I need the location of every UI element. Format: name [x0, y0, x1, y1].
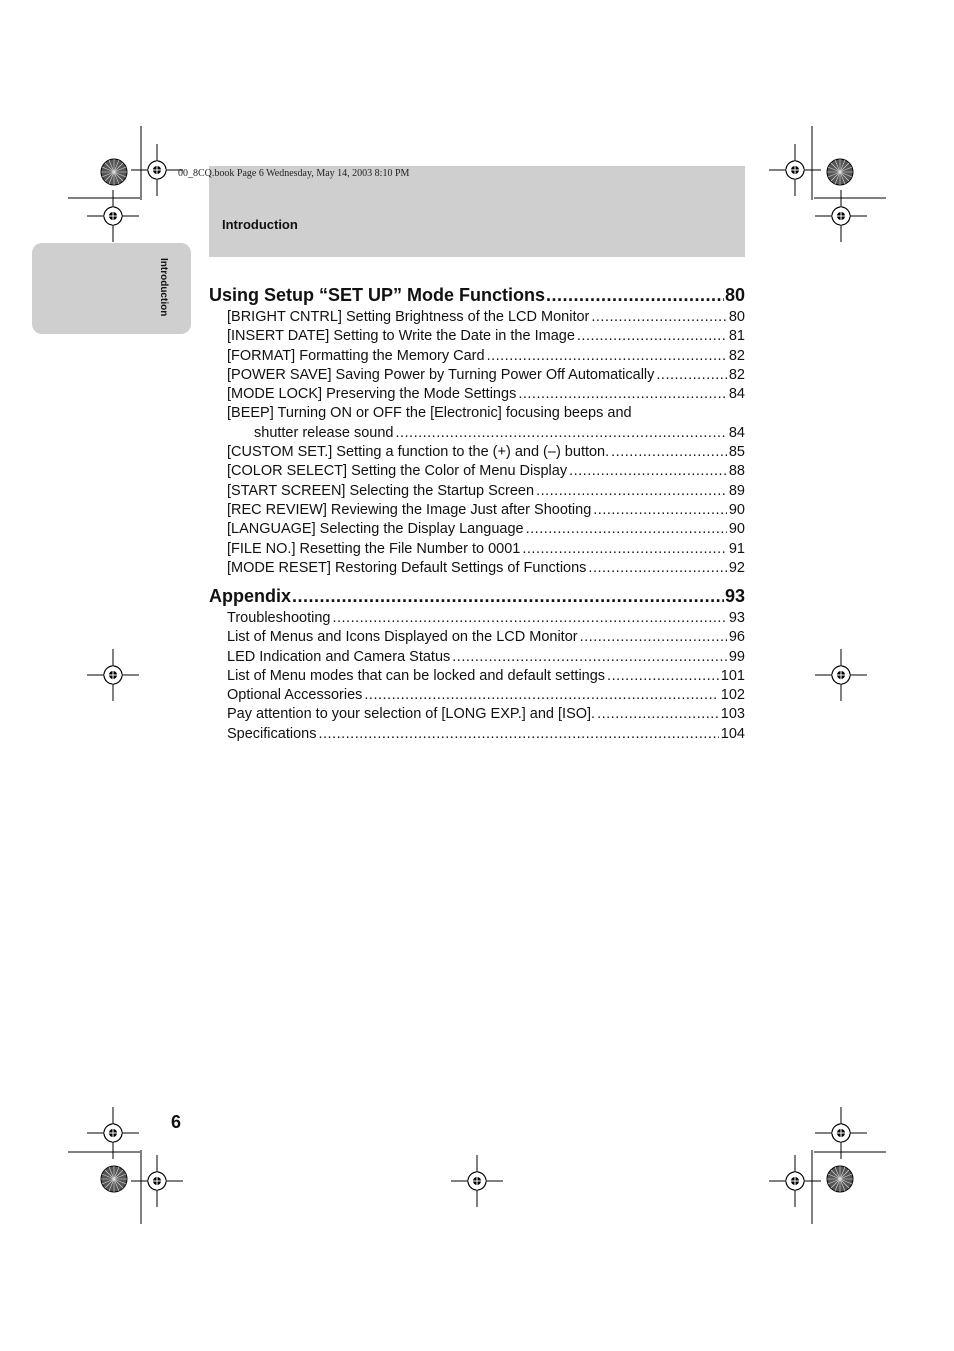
toc-item-page: 85: [728, 444, 745, 461]
toc-item-text: [COLOR SELECT] Setting the Color of Menu Display: [227, 463, 568, 480]
toc-item-page: 88: [728, 463, 745, 480]
crosshair-icon: [769, 1155, 821, 1207]
page-number: 6: [171, 1112, 182, 1132]
toc-item-text: [LANGUAGE] Selecting the Display Language: [227, 521, 524, 538]
toc-item-page: 84: [728, 424, 745, 441]
toc-item-page: 81: [728, 328, 745, 345]
file-info: 00_8CQ.book Page 6 Wednesday, May 14, 2003 8:10 PM: [178, 168, 410, 179]
registration-star-icon: [101, 159, 127, 185]
toc-item-text: [MODE LOCK] Preserving the Mode Settings: [227, 386, 517, 403]
registration-star-icon: [101, 1166, 127, 1192]
toc-item-page: 89: [728, 482, 745, 499]
section-title: Appendix: [209, 586, 292, 606]
crosshair-icon: [87, 649, 139, 701]
toc-item-text: Specifications: [227, 725, 317, 742]
toc-item-page: 80: [728, 309, 745, 325]
toc-item-page: 82: [728, 347, 745, 364]
header-section-title: Introduction: [222, 217, 298, 232]
toc-item-text: [POWER SAVE] Saving Power by Turning Power Off Automatically: [227, 366, 655, 383]
toc-item-text: [BRIGHT CNTRL] Setting Brightness of the LCD Monitor: [227, 309, 590, 325]
toc-item-text: Pay attention to your selection of [LONG EXP.] and [ISO].: [227, 706, 596, 723]
toc-item-text: List of Menus and Icons Displayed on the LCD Monitor: [227, 629, 578, 646]
toc-item-page: 91: [728, 540, 745, 557]
toc-item-page: 99: [728, 648, 745, 665]
toc-item-text: List of Menu modes that can be locked and default settings: [227, 667, 606, 684]
toc-item-text: [MODE RESET] Restoring Default Settings of Functions: [227, 559, 587, 576]
toc-item-text: Optional Accessories: [227, 687, 363, 704]
toc-item-text: [BEEP] Turning ON or OFF the [Electronic] focusing beeps and: [227, 405, 632, 422]
toc-item-page: 104: [720, 725, 745, 742]
crosshair-icon: [769, 144, 821, 196]
section-title: Using Setup “SET UP” Mode Functions: [209, 285, 546, 305]
crosshair-icon: [87, 1107, 139, 1159]
registration-star-icon: [827, 1166, 853, 1192]
side-tab-label: Introduction: [158, 258, 169, 317]
toc-item-page: 82: [728, 366, 745, 383]
crosshair-icon: [815, 649, 867, 701]
toc-item-page: 101: [720, 667, 745, 684]
toc-item-page: 92: [728, 559, 745, 576]
toc-item-text: [INSERT DATE] Setting to Write the Date in the Image: [227, 328, 575, 345]
toc-item-page: 93: [728, 610, 745, 626]
crosshair-icon: [815, 1107, 867, 1159]
toc-item-text: Troubleshooting: [227, 610, 331, 626]
toc-item-text: [START SCREEN] Selecting the Startup Screen: [227, 482, 535, 499]
toc-item-page: 90: [728, 521, 745, 538]
section-page: 93: [724, 586, 745, 606]
crosshair-icon: [131, 144, 183, 196]
toc-item-page: 90: [728, 501, 745, 518]
crosshair-icon: [131, 1155, 183, 1207]
crosshair-icon: [451, 1155, 503, 1207]
toc-item-text: LED Indication and Camera Status: [227, 648, 451, 665]
toc-item-page: 96: [728, 629, 745, 646]
toc-item-text: [FORMAT] Formatting the Memory Card: [227, 347, 485, 364]
toc-item-text: [REC REVIEW] Reviewing the Image Just after Shooting: [227, 501, 592, 518]
section-page: 80: [724, 285, 745, 305]
toc-item-page: 103: [720, 706, 745, 723]
toc-item-text: [FILE NO.] Resetting the File Number to 0001: [227, 540, 521, 557]
toc-item-page: 84: [728, 386, 745, 403]
toc-item-text: [CUSTOM SET.] Setting a function to the (+) and (–) button.: [227, 444, 610, 461]
toc-item-page: 102: [720, 687, 745, 704]
toc-item-text: shutter release sound: [254, 424, 394, 441]
registration-star-icon: [827, 159, 853, 185]
